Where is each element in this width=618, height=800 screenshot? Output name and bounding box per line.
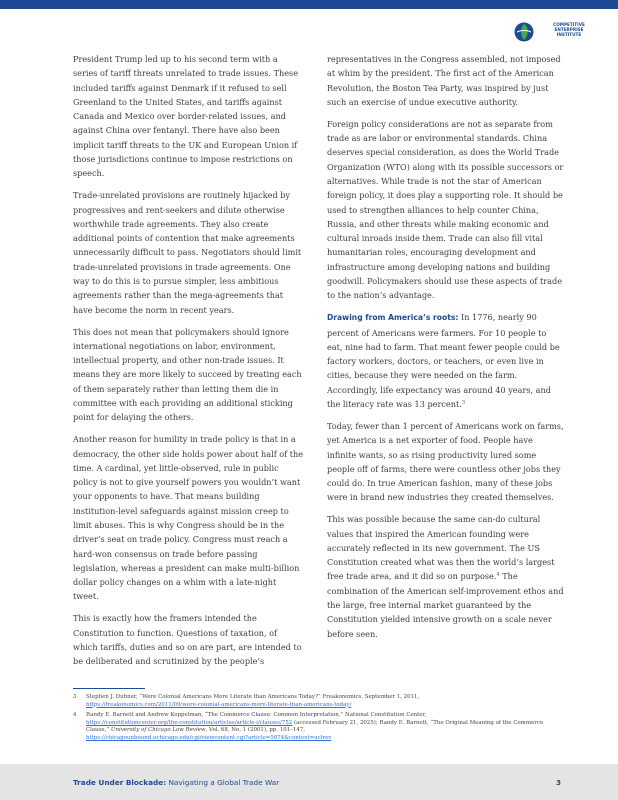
footnotes bbox=[73, 694, 553, 746]
footnote-number: 4 bbox=[73, 712, 77, 719]
publication-title: Trade Under Blockade: Navigating a Global Trade War bbox=[73, 778, 280, 787]
section-lead-in: Drawing from America’s roots: bbox=[327, 313, 459, 323]
footnote-ref[interactable]: 3 bbox=[461, 399, 465, 406]
journal-title: University of Chicago Law Review bbox=[110, 727, 206, 734]
footnote-link[interactable]: https://constitutioncenter.org/the-constitution/articles/article-i/clauses/752 bbox=[86, 719, 293, 726]
paragraph: Today, fewer than 1 percent of Americans work on farms, yet America is a net exporter of food. People have infinite wants, so as rising productivity lured some people off of farms, there were countless other jobs they could do. In true American fashion, many of these jobs were in brand new industries they created themselves. bbox=[327, 420, 564, 503]
left-column bbox=[73, 52, 304, 676]
paragraph: representatives in the Congress assembled, not imposed at whim by the president. The first act of the American Revolution, the Boston Tea Party, was inspired by just such an exercise of undue executive authority. bbox=[327, 54, 561, 107]
footnote-text: (accessed February 21, 2025); Randy E. Barnett, “The Original Meaning of the Commerce Clause,” bbox=[86, 719, 544, 734]
footnote-text: Stephen J. Dubner, “Were Colonial Americans More Literate than Americans Today?” Freakonomics, September 1, 2011, bbox=[86, 694, 420, 700]
footnote-text: Randy E. Barnett and Andrew Koppelman, “The Commerce Clause: Common Interpretation,” National Constitution Center, bbox=[86, 712, 427, 719]
paragraph: This does not mean that policymakers should ignore international negotiations on labor, environment, intellectual property, and other non-trade issues. It means they are more likely to succeed by treating each of them separately rather than letting them die in committee with each providing an additional sticking point for delaying the others. bbox=[73, 326, 302, 423]
footnote bbox=[73, 712, 553, 742]
footnote-divider bbox=[73, 688, 145, 689]
globe-leaf-icon bbox=[514, 22, 534, 42]
logo-text: COMPETITIVE ENTERPRISE INSTITUTE bbox=[553, 22, 585, 38]
footnote-ref[interactable]: 4 bbox=[496, 571, 500, 578]
page-number: 3 bbox=[556, 778, 562, 787]
footnote-link[interactable]: https://freakonomics.com/2011/09/were-colonial-americans-more-literate-than-americans-today/ bbox=[86, 701, 352, 708]
paragraph-text: This was possible because the same can-do cultural values that inspired the American founding were accurately reflected in its new government. The US Constitution created what was then the world’s largest free trade area, and it did so on purpose. bbox=[327, 514, 555, 582]
paragraph: Another reason for humility in trade policy is that in a democracy, the other side holds power about half of the time. A cardinal, yet little-observed, rule in public policy is not to give yourself powers you wouldn’t want your opponents to have. That means building institution-level safeguards against mission creep to limit abuses. This is why Congress should be in the driver’s seat on trade policy. Congress must reach a hard-won consensus on trade before passing legislation, whereas a president can make multi-billion dollar policy changes on a whim with a late-night tweet. bbox=[73, 434, 304, 602]
page-footer bbox=[0, 764, 618, 800]
footnote-link[interactable]: https://chicagounbound.uchicago.edu/cgi/viewcontent.cgi?article=5074&context=uclrev bbox=[86, 734, 332, 741]
footnote-number: 3 bbox=[73, 694, 77, 700]
paragraph: This is exactly how the framers intended the Constitution to function. Questions of taxation, of which tariffs, duties and so on are part, are intended to be deliberated and scrutinized by the people’s bbox=[73, 613, 302, 667]
footnote bbox=[73, 694, 553, 709]
paragraph-text: The combination of the American self-improvement ethos and the large, free internal market guaranteed by the Constitution yielded intensive growth on a scale never before seen. bbox=[327, 571, 564, 639]
paragraph: Trade-unrelated provisions are routinely hijacked by progressives and rent-seekers and dilute otherwise worthwhile trade agreements. They also create additional points of contention that make agreements unnecessarily difficult to pass. Negotiators should limit trade-unrelated provisions in trade agreements. One way to do this is to pursue simpler, less ambitious agreements rather than the mega-agreements that have become the norm in recent years. bbox=[73, 190, 302, 315]
paragraph-text: In 1776, nearly 90 percent of Americans were farmers. For 10 people to eat, nine had to farm. That meant fewer people could be factory workers, doctors, or teachers, or even live in cities, because they were needed on the farm. Accordingly, life expectancy was around 40 years, and the literacy rate was 13 percent. bbox=[327, 312, 560, 410]
right-column bbox=[327, 52, 564, 649]
footnote-text: , Vol. 68, No. 1 (2001), pp. 101–147, bbox=[205, 727, 306, 734]
cei-logo bbox=[514, 20, 600, 46]
paragraph bbox=[327, 310, 564, 411]
paragraph bbox=[327, 512, 564, 641]
paragraph: President Trump led up to his second term with a series of tariff threats unrelated to trade issues. These included tariffs against Denmark if it refused to sell Greenland to the United States, and tariffs against Canada and Mexico over border-related issues, and against China over fentanyl. There have also been implicit tariff threats to the UK and European Union if those jurisdictions continue to impose restrictions on speech. bbox=[73, 54, 299, 179]
paragraph: Foreign policy considerations are not as separate from trade as are labor or environmental standards. China deserves special consideration, as does the World Trade Organization (WTO) along with its possible successors or alternatives. While trade is not the star of American foreign policy, it does play a supporting role. It should be used to strengthen alliances to help counter China, Russia, and other threats while making economic and cultural inroads inside them. Trade can also fill vital humanitarian roles, encouraging development and infrastructure among developing nations and building goodwill. Policymakers should use these aspects of trade to the nation’s advantage. bbox=[327, 118, 564, 301]
top-accent-bar bbox=[0, 0, 618, 9]
